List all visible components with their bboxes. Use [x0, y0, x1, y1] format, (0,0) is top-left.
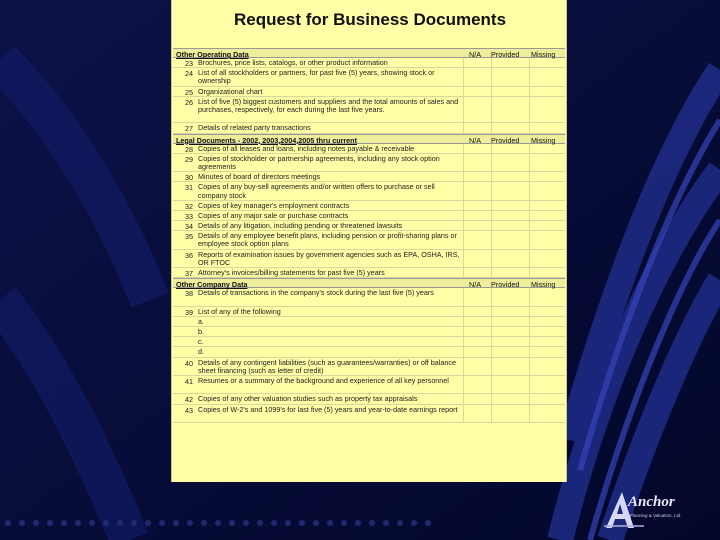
checkbox-cell: [491, 288, 492, 305]
checkbox-cell: [463, 154, 464, 171]
checkbox-cell: [491, 231, 492, 248]
checkbox-cell: [529, 376, 530, 393]
checkbox-cell: [463, 97, 464, 123]
document-item-row: [173, 221, 565, 231]
item-number: 43: [185, 405, 193, 415]
checkbox-cell: [491, 250, 492, 267]
checkbox-cell: [529, 317, 530, 326]
item-number: 31: [185, 183, 193, 193]
item-description: Organizational chart: [198, 86, 263, 96]
item-number: 35: [185, 232, 193, 242]
checkbox-cell: [463, 358, 464, 375]
checkbox-cell: [491, 154, 492, 171]
checkbox-cell: [491, 347, 492, 356]
item-description: Copies of W-2's and 1099's for last five (5) years and year-to-date earnings report: [198, 404, 458, 414]
item-number: 32: [185, 201, 193, 211]
checkbox-cell: [491, 201, 492, 210]
checkbox-cell: [491, 172, 492, 181]
checkbox-cell: [463, 231, 464, 248]
document-item-row: [173, 231, 565, 249]
document-title: Request for Business Documents: [233, 10, 507, 29]
item-description: Resumes or a summary of the background and experience of all key personnel: [198, 375, 449, 385]
checkbox-cell: [463, 58, 464, 67]
checkbox-cell: [463, 68, 464, 85]
checkbox-cell: [463, 221, 464, 230]
checkbox-cell: [529, 97, 530, 123]
column-header: Provided: [491, 50, 520, 59]
checkbox-cell: [491, 358, 492, 375]
logo-tagline: Planning & Valuation, Ltd.: [630, 513, 682, 518]
checkbox-cell: [529, 154, 530, 171]
item-description: c.: [198, 337, 204, 347]
checkbox-cell: [529, 405, 530, 422]
item-number: 30: [185, 173, 193, 183]
item-description: Attorney's invoices/billing statements for past five (5) years: [198, 268, 385, 278]
checkbox-cell: [529, 268, 530, 277]
checkbox-cell: [463, 376, 464, 393]
checkbox-cell: [463, 172, 464, 181]
checkbox-cell: [463, 307, 464, 316]
item-description: Details of transactions in the company's stock during the last five (5) years: [198, 288, 434, 298]
item-number: 38: [185, 289, 193, 299]
document-item-row: [173, 268, 565, 278]
document-item-row: [173, 68, 565, 86]
checkbox-cell: [529, 211, 530, 220]
checkbox-cell: [491, 376, 492, 393]
document-item-row: [173, 201, 565, 211]
document-item-row: [173, 307, 565, 317]
document-item-row: [173, 211, 565, 221]
column-header: N/A: [469, 50, 481, 59]
section-heading: Other Company Data: [176, 280, 248, 290]
checkbox-cell: [463, 337, 464, 346]
document-item-row: [173, 327, 565, 337]
document-item-row: [173, 250, 565, 268]
checkbox-cell: [463, 211, 464, 220]
item-number: 33: [185, 211, 193, 221]
document-item-row: [173, 347, 565, 357]
checkbox-cell: [491, 337, 492, 346]
checkbox-cell: [529, 68, 530, 85]
item-number: 41: [185, 376, 193, 386]
checkbox-cell: [529, 172, 530, 181]
item-number: 42: [185, 395, 193, 405]
document-item-row: [173, 405, 565, 423]
section-heading: Legal Documents - 2002, 2003,2004,2005 thru current: [176, 135, 357, 145]
column-header: Missing: [531, 50, 556, 59]
checkbox-cell: [529, 123, 530, 132]
document-item-row: [173, 172, 565, 182]
checkbox-cell: [529, 182, 530, 199]
column-header: Missing: [531, 135, 556, 145]
document-item-row: [173, 376, 565, 394]
item-description: d.: [198, 347, 204, 357]
checkbox-cell: [491, 317, 492, 326]
checkbox-cell: [463, 87, 464, 96]
column-header: N/A: [469, 280, 481, 290]
item-description: b.: [198, 327, 204, 336]
item-number: 24: [185, 69, 193, 79]
item-description: Reports of examination issues by government agencies such as EPA, OSHA, IRS, OR FTOC: [198, 249, 460, 267]
document-image: [171, 0, 567, 482]
section-header: [173, 278, 565, 288]
checkbox-cell: [463, 250, 464, 267]
checkbox-cell: [491, 268, 492, 277]
checkbox-cell: [529, 307, 530, 316]
checkbox-cell: [491, 405, 492, 422]
checkbox-cell: [491, 221, 492, 230]
checkbox-cell: [529, 288, 530, 305]
column-header: N/A: [469, 135, 481, 145]
item-number: 23: [185, 59, 193, 68]
document-item-row: [173, 144, 565, 154]
item-number: 34: [185, 222, 193, 232]
checkbox-cell: [491, 394, 492, 403]
section-header: [173, 48, 565, 58]
item-description: Copies of all leases and loans, including notes payable & receivable: [198, 143, 415, 153]
checkbox-cell: [529, 201, 530, 210]
item-number: 36: [185, 250, 193, 260]
column-header: Provided: [491, 280, 520, 290]
checkbox-cell: [463, 123, 464, 132]
item-description: Copies of any buy-sell agreements and/or written offers to purchase or sell company stock: [198, 182, 435, 200]
document-item-row: [173, 317, 565, 327]
checkbox-cell: [491, 58, 492, 67]
document-item-row: [173, 97, 565, 124]
section-heading: Other Operating Data: [176, 50, 249, 59]
column-header: Missing: [531, 280, 556, 290]
item-description: a.: [198, 316, 204, 326]
item-description: Details of any employee benefit plans, including pension or profit-sharing plans or employee stock option plans: [198, 231, 457, 249]
document-item-row: [173, 394, 565, 404]
document-item-row: [173, 337, 565, 347]
checkbox-cell: [491, 211, 492, 220]
checkbox-cell: [491, 68, 492, 85]
checkbox-cell: [529, 394, 530, 403]
checkbox-cell: [529, 337, 530, 346]
document-item-row: [173, 154, 565, 172]
item-description: Minutes of board of directors meetings: [198, 172, 321, 182]
checkbox-cell: [463, 394, 464, 403]
item-description: Details of any litigation, including pending or threatened lawsuits: [198, 221, 403, 231]
item-number: 25: [185, 87, 193, 97]
checkbox-cell: [463, 268, 464, 277]
document-item-row: [173, 58, 565, 68]
item-number: 26: [185, 97, 193, 107]
document-item-row: [173, 87, 565, 97]
checkbox-cell: [491, 144, 492, 153]
item-number: 28: [185, 144, 193, 154]
checkbox-cell: [463, 288, 464, 305]
checkbox-cell: [529, 87, 530, 96]
checkbox-cell: [463, 317, 464, 326]
checkbox-cell: [491, 307, 492, 316]
item-number: 37: [185, 269, 193, 279]
dotted-footer-decoration: [0, 518, 460, 528]
checkbox-cell: [463, 327, 464, 336]
checkbox-cell: [463, 405, 464, 422]
document-item-row: [173, 288, 565, 306]
logo-name: Anchor: [628, 494, 675, 510]
column-header: Provided: [491, 135, 520, 145]
item-description: Details of any contingent liabilities (such as guarantees/warranties) or off balance sheet financing (such as letter of credit): [198, 357, 456, 375]
checkbox-cell: [491, 182, 492, 199]
item-description: Copies of any other valuation studies such as property tax appraisals: [198, 394, 418, 404]
item-description: Copies of key manager's employment contracts: [198, 200, 350, 210]
item-description: List of all stockholders or partners, for past five (5) years, showing stock or ownership: [198, 68, 435, 86]
item-number: 27: [185, 124, 193, 134]
checkbox-cell: [491, 123, 492, 132]
checkbox-cell: [463, 182, 464, 199]
checkbox-cell: [529, 347, 530, 356]
checkbox-cell: [463, 347, 464, 356]
item-number: 40: [185, 358, 193, 368]
item-description: Copies of any major sale or purchase contracts: [198, 210, 349, 220]
checkbox-cell: [463, 144, 464, 153]
checkbox-cell: [491, 327, 492, 336]
checkbox-cell: [491, 87, 492, 96]
checkbox-cell: [529, 250, 530, 267]
section-header: [173, 134, 565, 144]
item-description: Brochures, price lists, catalogs, or other product information: [198, 58, 388, 67]
checkbox-cell: [491, 97, 492, 123]
item-number: 39: [185, 307, 193, 317]
checkbox-cell: [529, 221, 530, 230]
checkbox-cell: [529, 327, 530, 336]
document-item-row: [173, 358, 565, 376]
item-number: 29: [185, 154, 193, 164]
document-item-row: [173, 123, 565, 133]
item-description: List of five (5) biggest customers and suppliers and the total amounts of sales and purchases, respectively, for each during the last five years.: [198, 96, 459, 114]
document-item-row: [173, 182, 565, 200]
checkbox-cell: [529, 58, 530, 67]
checkbox-cell: [529, 358, 530, 375]
checkbox-cell: [529, 231, 530, 248]
checkbox-cell: [529, 144, 530, 153]
item-description: List of any of the following: [198, 306, 281, 316]
item-description: Copies of stockholder or partnership agreements, including any stock option agreements: [198, 153, 440, 171]
checkbox-cell: [463, 201, 464, 210]
document-table: [173, 48, 565, 423]
item-description: Details of related party transactions: [198, 123, 311, 133]
